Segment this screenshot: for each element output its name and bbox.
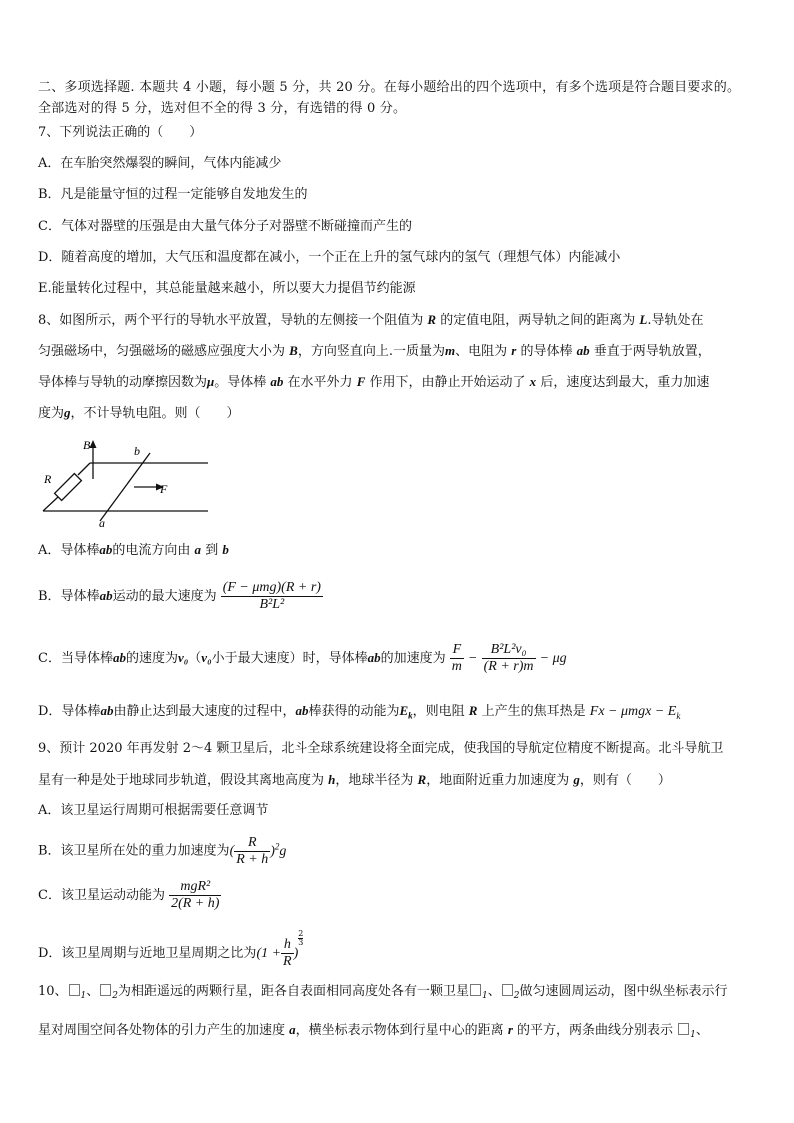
section-header-line1: 二、多项选择题. 本题共 4 小题，每小题 5 分，共 20 分。在每小题给出的四个选项中，有多个选项是符合题目要求的。 <box>38 80 741 95</box>
q8-stem-line1: 8、如图所示，两个平行的导轨水平放置，导轨的左侧接一个阻值为 R 的定值电阻，两导轨之间的距离为 L.导轨处在 <box>38 312 704 328</box>
label-b-field: B <box>83 438 91 452</box>
missing-glyph-icon <box>502 984 513 996</box>
q7-option-e: E.能量转化过程中，其总能量越来越小，所以要大力提倡节约能源 <box>38 281 416 296</box>
missing-glyph-icon <box>100 984 111 996</box>
q9-option-a: A．该卫星运行周期可根据需要任意调节 <box>38 803 269 818</box>
resistor <box>55 474 82 501</box>
q8-b-fraction: $\frac{\text{(F − μmg)(R + r)}}{\text{B²L²}}$ <box>222 580 321 612</box>
label-b: b <box>134 444 140 458</box>
q7-option-a: A．在车胎突然爆裂的瞬间，气体内能减少 <box>38 156 282 171</box>
q8-option-a: A．导体棒ab的电流方向由 a 到 b <box>38 542 229 558</box>
q8-option-d: D．导体棒ab由静止达到最大速度的过程中，ab棒获得的动能为$E_k$，则电阻 R 上产生的焦耳热是 $Fx - \mu mgx - E_k$ <box>38 703 681 721</box>
q8-stem-line3: 导体棒与导轨的动摩擦因数为μ。导体棒 ab 在水平外力 F 作用下，由静止开始运动了 x 后，速度达到最大，重力加速 <box>38 374 710 390</box>
q8-option-c: C．当导体棒ab的速度为v₀（v₀小于最大速度）时，导体棒ab的加速度为 $\frac{F}{m}$ − $\frac{\text{B²L²v₀}}{(R + r)m}$ − μg <box>38 642 567 674</box>
label-r: R <box>44 472 52 486</box>
q9-option-b: B．该卫星所在处的重力加速度为( $\frac{R}{R + h}$ )$^2$g <box>38 834 287 867</box>
q8-option-b: B．导体棒ab运动的最大速度为 $\frac{\text{(F − μmg)(R + r)}}{\text{B²L²}}$ <box>38 580 321 612</box>
q8-stem-line4: 度为g，不计导轨电阻。则（ ） <box>38 405 240 421</box>
q7-option-b: B．凡是能量守恒的过程一定能够自发地发生的 <box>38 187 308 202</box>
q9-option-c: C．该卫星运动动能为 $\frac{\text{mgR²}}{2(R + h)}$ <box>38 879 220 911</box>
q8-circuit-diagram <box>38 435 218 530</box>
q9-stem-line2: 星有一种是处于地球同步轨道，假设其离地高度为 h，地球半径为 R，地面附近重力加速度为 g，则有（ ） <box>38 772 671 788</box>
label-a: a <box>99 516 105 530</box>
missing-glyph-icon <box>470 984 481 996</box>
missing-glyph-icon <box>69 984 80 996</box>
q10-stem-line2: 星对周围空间各处物体的引力产生的加速度 a，横坐标表示物体到行星中心的距离 r 的平方，两条曲线分别表示 $_1$、 <box>38 1022 709 1040</box>
section-header-line2: 全部选对的得 5 分，选对但不全的得 3 分，有选错的得 0 分。 <box>38 101 407 116</box>
q7-option-d: D．随着高度的增加，大气压和温度都在减小，一个正在上升的氢气球内的氢气（理想气体）内能减小 <box>38 250 621 265</box>
q7-option-c: C．气体对器壁的压强是由大量气体分子对器壁不断碰撞而产生的 <box>38 219 412 234</box>
q9-stem-line1: 9、预计 2020 年再发射 2～4 颗卫星后，北斗全球系统建设将全面完成，使我国的导航定位精度不断提高。北斗导航卫 <box>38 741 724 756</box>
q7-stem: 7、下列说法正确的（ ） <box>38 125 203 140</box>
q8-stem-line2: 匀强磁场中，匀强磁场的磁感应强度大小为 B，方向竖直向上.一质量为m、电阻为 r 的导体棒 ab 垂直于两导轨放置， <box>38 343 711 359</box>
q9-option-d: D．该卫星周期与近地卫星周期之比为(1 + $\frac{h}{R}$ ) $^{\frac{2}{3}}$ <box>38 929 304 969</box>
label-f: F <box>160 482 168 496</box>
q10-stem-line1: 10、 $_1$、 $_2$为相距遥远的两颗行星，距各自表面相同高度处各有一颗卫星 $_1$、 $_2$做匀速圆周运动，图中纵坐标表示行 <box>38 984 728 1001</box>
missing-glyph-icon <box>678 1023 689 1035</box>
